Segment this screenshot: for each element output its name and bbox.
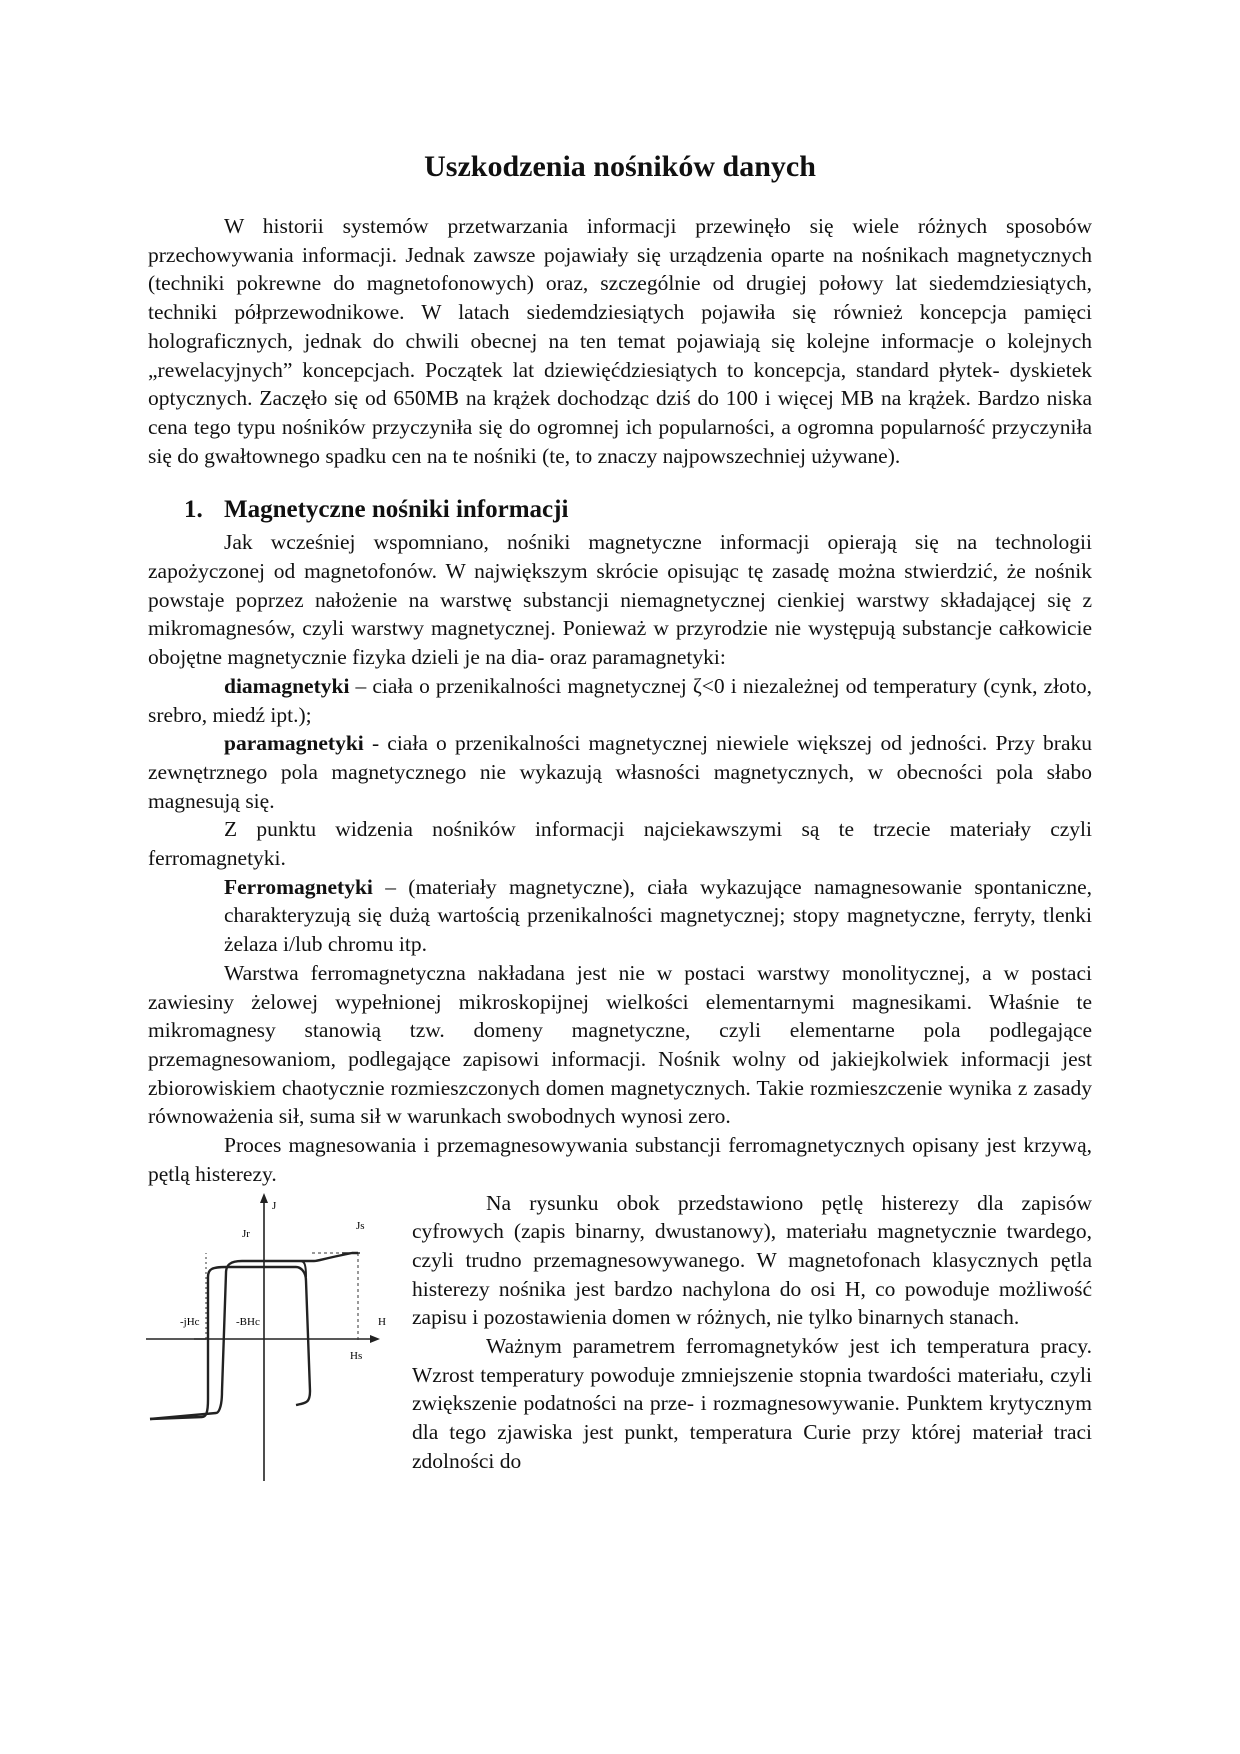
section-paragraph-5: Na rysunku obok przedstawiono pętlę histerezy dla zapisów cyfrowych (zapis binarny, dwustanowy), materiału magnetycznie twardego, czyli trudno przemagnesowywanego. W magnetofonach klasycznych pętla histerezy nośnika jest bardzo nachylona do osi H, co powoduje możliwość zapisu i pozostawienia domen w różnych, nie tylko binarnych stanach. bbox=[412, 1190, 1092, 1330]
label-jr: Jr bbox=[242, 1227, 250, 1240]
hysteresis-loop-lower bbox=[150, 1267, 310, 1419]
section-number: 1. bbox=[184, 496, 203, 524]
section-paragraph-3: Warstwa ferromagnetyczna nakładana jest nie w postaci warstwy monolitycznej, a w postaci zawiesiny żelowej wypełnionej mikroskopijnej wielkości elementarnymi magnesikami. Właśnie te mikromagnesy stanowią tzw. domeny magnetyczne, czyli elementarne pola podlegające przemagnesowaniom, podlegające zapisowi informacji. Nośnik wolny od jakiejkolwiek informacji jest zbiorowiskiem chaotycznie rozmieszczonych domen magnetycznych. Takie rozmieszczenie wynika z zasady równoważenia sił, suma sił w warunkach swobodnych wynosi zero. bbox=[148, 960, 1092, 1129]
ferromagnetics-term: Ferromagnetyki bbox=[224, 874, 373, 899]
hysteresis-loop-figure bbox=[146, 1191, 408, 1491]
figure-row bbox=[148, 1189, 1092, 1476]
intro-paragraph: W historii systemów przetwarzania informacji przewinęło się wiele różnych sposobów przechowywania informacji. Jednak zawsze pojawiały się urządzenia oparte na nośnikach magnetycznych (techniki pokrewne do magnetofonowych) oraz, szczególnie od drugiej połowy lat siedemdziesiątych, techniki półprzewodnikowe. W latach siedemdziesiątych pojawiła się również koncepcja pamięci holograficznych, jednak do chwili obecnej na ten temat pojawiają się kolejne informacje o kolejnych „rewelacyjnych” koncepcjach. Początek lat dziewięćdziesiątych to koncepcja, standard płytek- dyskietek optycznych. Zaczęło się od 650MB na krążek dochodząc dziś do 100 i więcej MB na krążek. Bardzo niska cena tego typu nośników przyczyniła się do ogromnej ich popularności, a ogromna popularność przyczyniła się do gwałtownego spadku cen na te nośniki (te, to znaczy najpowszechniej używane). bbox=[148, 214, 1092, 468]
label-j: J bbox=[272, 1199, 277, 1212]
hysteresis-loop-upper bbox=[150, 1253, 358, 1419]
section-title: Magnetyczne nośniki informacji bbox=[224, 496, 569, 524]
label-bhc: -BHc bbox=[236, 1315, 260, 1328]
diamagnetics-term: diamagnetyki bbox=[224, 673, 350, 698]
figure-side-text bbox=[412, 1189, 1092, 1476]
section-paragraph-2: Z punktu widzenia nośników informacji najciekawszymi są te trzecie materiały czyli ferromagnetyki. bbox=[148, 817, 1092, 871]
label-hs: Hs bbox=[350, 1349, 363, 1362]
page-title: Uszkodzenia nośników danych bbox=[424, 150, 816, 183]
document-page bbox=[148, 140, 1092, 1476]
section-heading bbox=[184, 496, 1092, 524]
section-paragraph-1: Jak wcześniej wspomniano, nośniki magnetyczne informacji opierają się na technologii zapożyczonej od magnetofonów. W największym skrócie opisując tę zasadę można stwierdzić, że nośnik powstaje poprzez nałożenie na warstwę substancji niemagnetycznej cienkiej warstwy składającej się z mikromagnesów, czyli warstwy magnetycznej. Ponieważ w przyrodzie nie występują substancje całkowicie obojętne magnetycznie fizyka dzieli je na dia- oraz paramagnetyki: bbox=[148, 530, 1092, 670]
label-js: Js bbox=[356, 1219, 365, 1232]
diamagnetics-text: – ciała o przenikalności magnetycznej ζ<0 i niezależnej od temperatury (cynk, złoto, srebro, miedź ipt.); bbox=[148, 673, 1092, 727]
paramagnetics-text: - ciała o przenikalności magnetycznej niewiele większej od jedności. Przy braku zewnętrznego pola magnetycznego nie wykazują własności magnetycznych, w obecności pola słabo magnesują się. bbox=[148, 731, 1092, 813]
paramagnetics-definition bbox=[148, 729, 1092, 815]
section-paragraph-4: Proces magnesowania i przemagnesowywania substancji ferromagnetycznych opisany jest krzywą, pętlą histerezy. bbox=[148, 1133, 1092, 1186]
section-paragraph-6: Ważnym parametrem ferromagnetyków jest ich temperatura pracy. Wzrost temperatury powoduje zmniejszenie stopnia twardości materiału, czyli zwiększenie podatności na prze- i rozmagnesowywanie. Punktem krytycznym dla tego zjawiska jest punkt, temperatura Curie przy której materiał traci zdolności do bbox=[412, 1334, 1092, 1473]
ferromagnetics-text: – (materiały magnetyczne), ciała wykazujące namagnesowanie spontaniczne, charakteryzują się dużą wartością przenikalności magnetycznej; stopy magnetyczne, ferryty, tlenki żelaza i/lub chromu itp. bbox=[224, 874, 1092, 957]
j-axis-arrow-icon bbox=[260, 1193, 268, 1203]
diamagnetics-definition bbox=[148, 672, 1092, 729]
ferromagnetics-definition bbox=[148, 873, 1092, 959]
label-jhc: -jHc bbox=[180, 1315, 200, 1328]
paramagnetics-term: paramagnetyki bbox=[224, 731, 364, 756]
label-h: H bbox=[378, 1315, 386, 1328]
h-axis-arrow-icon bbox=[370, 1335, 380, 1343]
